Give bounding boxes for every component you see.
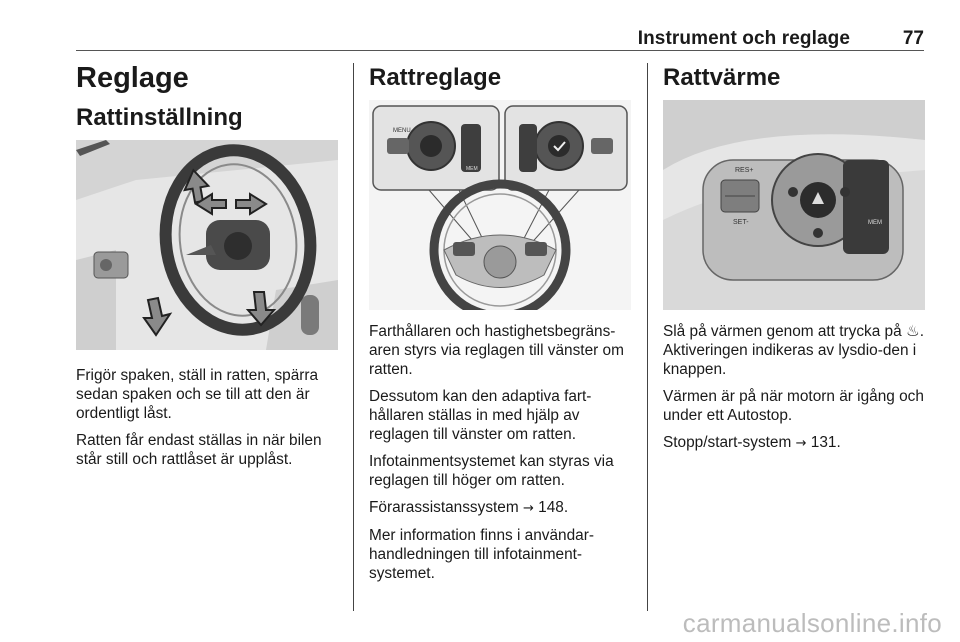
xref-stop-start-page: 131. — [810, 434, 841, 451]
steering-adjust-illustration — [76, 140, 338, 350]
steering-heat-illustration — [663, 100, 925, 310]
subsection-title-steering-heat: Rattvärme — [663, 64, 781, 91]
paragraph-infotainment-controls: Infotainmentsystemet kan styras via reglagen till höger om ratten. — [369, 453, 614, 489]
subsection-title-steering-controls: Rattreglage — [369, 64, 502, 91]
column-divider-1 — [353, 63, 354, 611]
steering-controls-figure — [369, 100, 631, 310]
left-body — [76, 366, 338, 477]
set-label: SET- — [733, 219, 749, 226]
res-label: RES+ — [735, 167, 754, 174]
middle-body — [369, 322, 634, 591]
paragraph-adaptive-cruise: Dessutom kan den adaptiva fart-hållaren ställas in med hjälp av reglagen till vänster om ratten. — [369, 388, 592, 443]
steering-adjust-figure — [76, 140, 338, 350]
paragraph-release-lever: Frigör spaken, ställ in ratten, spärra sedan spaken och se till att den är ordentligt låst. — [76, 367, 319, 422]
watermark: carmanualsonline.info — [682, 608, 942, 638]
mem-label: MEM — [466, 166, 478, 172]
header-title: Instrument och reglage — [637, 28, 850, 49]
xref-stop-start[interactable] — [663, 433, 928, 453]
paragraph-more-information: Mer information finns i användar-handledningen till infotainment-systemet. — [369, 527, 594, 582]
paragraph-heat-activate: Slå på värmen genom att trycka på ♨. Aktiveringen indikeras av lysdio-den i knappen. — [663, 323, 925, 378]
steering-heat-figure — [663, 100, 925, 310]
xref-stop-start-text: Stopp/start-system — [663, 434, 792, 451]
left-column — [76, 60, 340, 134]
column-divider-2 — [647, 63, 648, 611]
mem-label-right: MEM — [868, 220, 882, 226]
page-number: 77 — [902, 28, 924, 49]
paragraph-adjust-standstill: Ratten får endast ställas in när bilen står still och rattlåset är upplåst. — [76, 432, 322, 468]
xref-driver-assistance[interactable] — [369, 498, 634, 518]
right-column — [663, 60, 925, 94]
subsection-title-steering-adjust: Rattinställning — [76, 104, 243, 131]
menu-label: MENU — [393, 128, 411, 134]
xref-arrow-icon: → — [795, 436, 807, 451]
heated-steering-icon: ♨ — [905, 323, 920, 340]
xref-arrow-icon: → — [522, 501, 534, 516]
header-divider — [76, 50, 924, 51]
steering-controls-illustration — [369, 100, 631, 310]
middle-column — [369, 60, 633, 94]
section-title: Reglage — [76, 62, 189, 94]
xref-driver-assistance-text: Förarassistanssystem — [369, 499, 519, 516]
paragraph-heat-autostop: Värmen är på när motorn är igång och under ett Autostop. — [663, 388, 924, 424]
xref-driver-assistance-page: 148. — [538, 499, 569, 516]
paragraph-cruise-control: Farthållaren och hastighetsbegräns-aren styrs via reglagen till vänster om ratten. — [369, 323, 624, 378]
right-body — [663, 322, 928, 461]
